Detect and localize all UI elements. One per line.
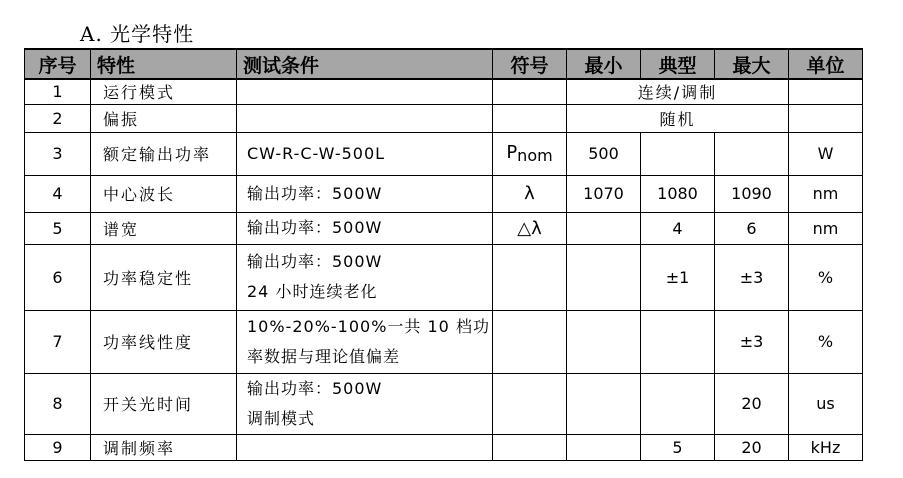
- row-property: 谱宽: [91, 212, 237, 244]
- row-min: [567, 310, 641, 373]
- row-property: 功率线性度: [91, 310, 237, 373]
- row-typ: 5: [641, 434, 715, 460]
- row-condition: [237, 104, 493, 132]
- row-unit: [789, 104, 863, 132]
- row-condition: 输出功率：500W: [237, 212, 493, 244]
- row-unit: [789, 79, 863, 104]
- row-max: 20: [715, 373, 789, 434]
- row-typ: [641, 310, 715, 373]
- row-condition: CW-R-C-W-500L: [237, 132, 493, 175]
- table-row: [25, 244, 863, 310]
- col-header-typ: 典型: [641, 49, 715, 79]
- row-no: 7: [25, 310, 91, 373]
- row-no: 1: [25, 79, 91, 104]
- row-property: 功率稳定性: [91, 244, 237, 310]
- row-unit: kHz: [789, 434, 863, 460]
- row-typ: 4: [641, 212, 715, 244]
- condition-line: 输出功率：500W: [247, 378, 383, 398]
- row-min: [567, 212, 641, 244]
- row-condition: [237, 373, 493, 434]
- table-row: [25, 434, 863, 460]
- col-header-symbol: 符号: [493, 49, 567, 79]
- row-max: ±3: [715, 244, 789, 310]
- row-property: 额定输出功率: [91, 132, 237, 175]
- table-row: [25, 132, 863, 175]
- table-row: [25, 104, 863, 132]
- row-property: 中心波长: [91, 175, 237, 212]
- col-header-no: 序号: [25, 49, 91, 79]
- row-no: 8: [25, 373, 91, 434]
- symbol-main: P: [506, 142, 518, 163]
- symbol-subscript: nom: [517, 146, 553, 165]
- row-property: 偏振: [91, 104, 237, 132]
- row-typ: [641, 373, 715, 434]
- table-row: [25, 373, 863, 434]
- row-max: ±3: [715, 310, 789, 373]
- row-no: 2: [25, 104, 91, 132]
- row-unit: %: [789, 310, 863, 373]
- row-max: 20: [715, 434, 789, 460]
- row-no: 3: [25, 132, 91, 175]
- header-row: [25, 49, 863, 79]
- row-symbol: [493, 132, 567, 175]
- col-header-property: 特性: [91, 49, 237, 79]
- row-typ: 1080: [641, 175, 715, 212]
- row-typ: [641, 132, 715, 175]
- row-unit: us: [789, 373, 863, 434]
- row-condition: [237, 310, 493, 373]
- optical-specs-table: [24, 48, 863, 461]
- col-header-max: 最大: [715, 49, 789, 79]
- row-condition: [237, 79, 493, 104]
- table-row: [25, 212, 863, 244]
- row-unit: nm: [789, 212, 863, 244]
- col-header-unit: 单位: [789, 49, 863, 79]
- condition-line: 24 小时连续老化: [247, 282, 378, 301]
- row-symbol: [493, 373, 567, 434]
- row-symbol: [493, 104, 567, 132]
- row-condition: [237, 244, 493, 310]
- row-property: 运行模式: [91, 79, 237, 104]
- row-symbol: [493, 434, 567, 460]
- condition-line: 调制模式: [247, 408, 316, 428]
- row-symbol: [493, 310, 567, 373]
- col-header-min: 最小: [567, 49, 641, 79]
- row-merged-value: 连续/调制: [567, 79, 789, 104]
- row-unit: nm: [789, 175, 863, 212]
- row-no: 4: [25, 175, 91, 212]
- condition-line: 10%-20%-100%一共 10 档功: [247, 316, 490, 336]
- row-unit: W: [789, 132, 863, 175]
- condition-line: 输出功率：500W: [247, 252, 383, 271]
- row-no: 5: [25, 212, 91, 244]
- row-min: 500: [567, 132, 641, 175]
- row-min: 1070: [567, 175, 641, 212]
- condition-line: 率数据与理论值偏差: [247, 346, 401, 366]
- row-property: 开关光时间: [91, 373, 237, 434]
- row-max: [715, 132, 789, 175]
- section-heading: A. 光学特性: [80, 22, 195, 46]
- row-symbol: △λ: [493, 212, 567, 244]
- row-min: [567, 244, 641, 310]
- row-symbol: [493, 79, 567, 104]
- row-merged-value: 随机: [567, 104, 789, 132]
- row-min: [567, 434, 641, 460]
- row-typ: ±1: [641, 244, 715, 310]
- row-min: [567, 373, 641, 434]
- row-symbol: [493, 244, 567, 310]
- row-condition: [237, 434, 493, 460]
- row-unit: %: [789, 244, 863, 310]
- table-row: [25, 79, 863, 104]
- col-header-condition: 测试条件: [237, 49, 493, 79]
- row-condition: 输出功率：500W: [237, 175, 493, 212]
- row-symbol: λ: [493, 175, 567, 212]
- row-property: 调制频率: [91, 434, 237, 460]
- table-row: [25, 310, 863, 373]
- row-no: 6: [25, 244, 91, 310]
- row-no: 9: [25, 434, 91, 460]
- table-row: [25, 175, 863, 212]
- row-max: 6: [715, 212, 789, 244]
- row-max: 1090: [715, 175, 789, 212]
